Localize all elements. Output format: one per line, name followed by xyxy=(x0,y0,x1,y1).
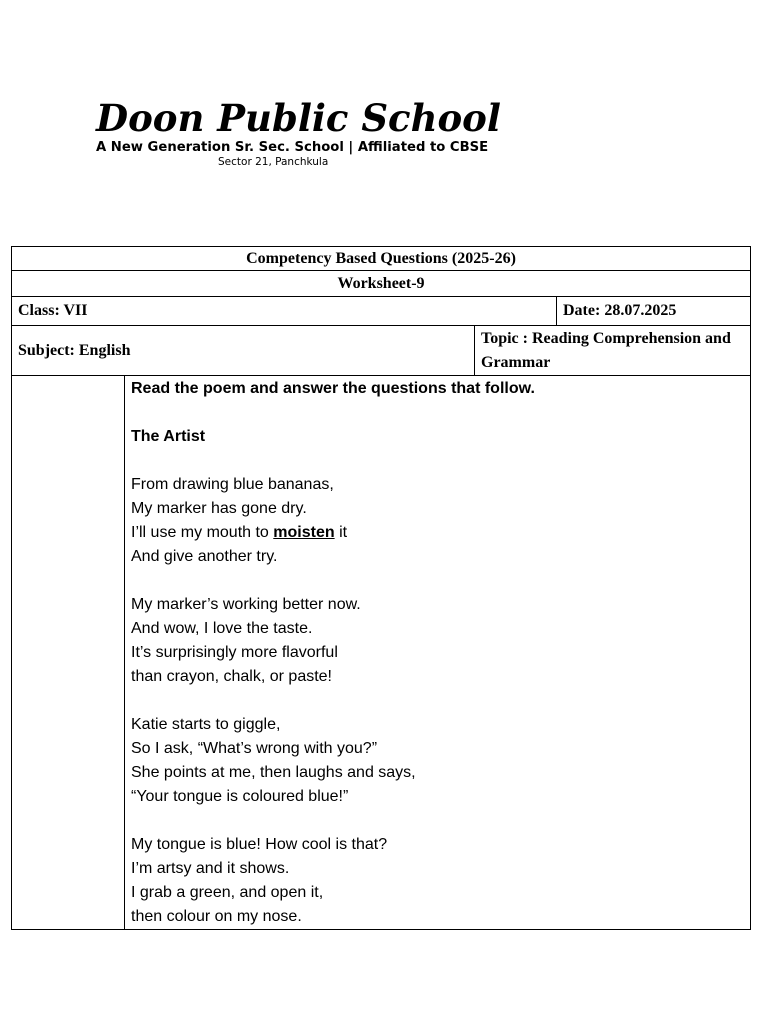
subject-label: Subject: English xyxy=(12,326,475,376)
poem-instruction: Read the poem and answer the questions that follow. xyxy=(131,380,535,397)
poem-line: My marker’s working better now. xyxy=(131,596,361,613)
worksheet-number: Worksheet-9 xyxy=(12,271,751,297)
poem-line: I’m artsy and it shows. xyxy=(131,860,290,877)
school-header xyxy=(96,96,501,169)
poem-line: So I ask, “What’s wrong with you?” xyxy=(131,740,378,757)
poem-line: From drawing blue bananas, xyxy=(131,476,334,493)
poem-line: And wow, I love the taste. xyxy=(131,620,313,637)
poem-line xyxy=(131,521,750,545)
class-label: Class: VII xyxy=(12,297,557,326)
poem-line: “Your tongue is coloured blue!” xyxy=(131,788,349,805)
school-address: Sector 21, Panchkula xyxy=(218,156,329,168)
poem-line: Katie starts to giggle, xyxy=(131,716,281,733)
poem-title: The Artist xyxy=(131,428,206,445)
poem-line: And give another try. xyxy=(131,548,278,565)
poem-line: then colour on my nose. xyxy=(131,908,302,925)
school-name: Doon Public School xyxy=(96,96,501,140)
poem-line: I grab a green, and open it, xyxy=(131,884,324,901)
topic-label: Topic : Reading Comprehension and Grammar xyxy=(475,326,751,376)
worksheet-title: Competency Based Questions (2025-26) xyxy=(12,247,751,271)
poem-line-text: it xyxy=(334,524,348,541)
date-label: Date: 28.07.2025 xyxy=(557,297,751,326)
worksheet-table xyxy=(11,246,751,930)
poem-line: than crayon, chalk, or paste! xyxy=(131,668,332,685)
poem-section xyxy=(125,376,751,930)
poem-line: She points at me, then laughs and says, xyxy=(131,764,416,781)
poem-line: My tongue is blue! How cool is that? xyxy=(131,836,388,853)
poem-line: It’s surprisingly more flavorful xyxy=(131,644,338,661)
vocab-word-moisten: moisten xyxy=(273,524,335,541)
margin-column xyxy=(12,376,125,930)
poem-line-text: I’ll use my mouth to xyxy=(131,524,274,541)
school-subtitle: A New Generation Sr. Sec. School | Affiliated to CBSE xyxy=(96,140,489,155)
poem-line: My marker has gone dry. xyxy=(131,500,307,517)
